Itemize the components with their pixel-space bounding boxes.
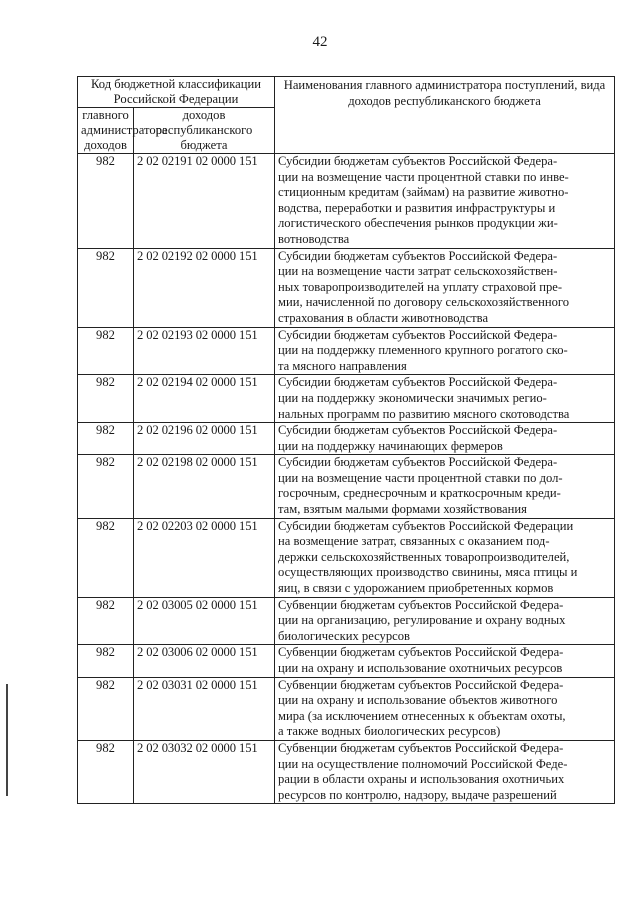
revenue-code-cell: 2 02 02196 02 0000 151 xyxy=(134,423,275,455)
revenue-name-line: стиционным кредитам (займам) на развитие животно- xyxy=(278,185,569,200)
revenue-name-line: госрочным, среднесрочным и краткосрочным креди- xyxy=(278,486,561,501)
table-row xyxy=(78,423,615,455)
revenue-name-line: Субсидии бюджетам субъектов Российской Федера- xyxy=(278,327,558,342)
admin-code-cell: 982 xyxy=(78,154,134,249)
revenue-name-cell xyxy=(275,248,615,327)
revenue-code-cell: 2 02 03005 02 0000 151 xyxy=(134,597,275,645)
revenue-name-line: там, взятым малыми формами хозяйствования xyxy=(278,502,527,517)
revenue-name-line: ции на возмещение части процентной ставки по инве- xyxy=(278,169,569,184)
admin-code-cell: 982 xyxy=(78,423,134,455)
page-number: 42 xyxy=(312,34,328,50)
revenue-name-line: ции на поддержку начинающих фермеров xyxy=(278,438,503,453)
revenue-name-line: Субвенции бюджетам субъектов Российской Федера- xyxy=(278,645,564,660)
revenue-name-line: страхования в области животноводства xyxy=(278,310,489,325)
revenue-code-cell: 2 02 02192 02 0000 151 xyxy=(134,248,275,327)
revenue-name-line: на возмещение затрат, связанных с оказанием под- xyxy=(278,534,550,549)
revenue-name-line: ции на поддержку племенного крупного рогатого ско- xyxy=(278,343,568,358)
budget-classification-table xyxy=(77,76,615,804)
revenue-name-cell xyxy=(275,455,615,518)
scan-edge-mark xyxy=(6,684,8,796)
revenue-column-header: доходов республиканского бюджета xyxy=(134,108,275,154)
revenue-name-line: ции на возмещение части процентной ставки по дол- xyxy=(278,470,563,485)
revenue-name-line: мира (за исключением отнесенных к объектам охоты, xyxy=(278,708,566,723)
revenue-name-line: Субвенции бюджетам субъектов Российской Федера- xyxy=(278,597,564,612)
admin-code-cell: 982 xyxy=(78,597,134,645)
revenue-name-cell xyxy=(275,154,615,249)
revenue-code-cell: 2 02 03006 02 0000 151 xyxy=(134,645,275,677)
revenue-name-line: Субсидии бюджетам субъектов Российской Федерации xyxy=(278,518,574,533)
revenue-name-line: ции на охрану и использование объектов животного xyxy=(278,693,558,708)
revenue-name-line: Субсидии бюджетам субъектов Российской Федера- xyxy=(278,423,558,438)
table-row xyxy=(78,327,615,375)
table-row xyxy=(78,248,615,327)
revenue-name-cell xyxy=(275,677,615,740)
revenue-name-cell xyxy=(275,423,615,455)
admin-code-cell: 982 xyxy=(78,740,134,803)
revenue-name-line: мии, начисленной по договору сельскохозяйственного xyxy=(278,295,570,310)
revenue-name-line: ных товаропроизводителей на уплату страховой пре- xyxy=(278,279,563,294)
revenue-name-line: та мясного направления xyxy=(278,358,407,373)
admin-code-cell: 982 xyxy=(78,645,134,677)
revenue-name-line: нальных программ по развитию мясного скотоводства xyxy=(278,406,570,421)
table-body xyxy=(78,154,615,804)
revenue-name-line: осуществляющих производство свинины, мяса птицы и xyxy=(278,565,578,580)
revenue-name-cell xyxy=(275,740,615,803)
revenue-name-line: Субвенции бюджетам субъектов Российской Федера- xyxy=(278,740,564,755)
revenue-code-cell: 2 02 02203 02 0000 151 xyxy=(134,518,275,597)
revenue-name-cell xyxy=(275,645,615,677)
table-row xyxy=(78,518,615,597)
revenue-name-line: Субсидии бюджетам субъектов Российской Федера- xyxy=(278,375,558,390)
revenue-name-cell xyxy=(275,518,615,597)
revenue-code-cell: 2 02 02198 02 0000 151 xyxy=(134,455,275,518)
revenue-name-line: рации в области охраны и использования охотничьих xyxy=(278,772,565,787)
admin-code-cell: 982 xyxy=(78,518,134,597)
admin-code-cell: 982 xyxy=(78,375,134,423)
revenue-code-cell: 2 02 03032 02 0000 151 xyxy=(134,740,275,803)
revenue-name-line: Субвенции бюджетам субъектов Российской Федера- xyxy=(278,677,564,692)
revenue-name-line: ции на охрану и использование охотничьих ресурсов xyxy=(278,661,563,675)
revenue-name-line: биологических ресурсов xyxy=(278,628,410,643)
revenue-code-cell: 2 02 02194 02 0000 151 xyxy=(134,375,275,423)
revenue-name-line: держки сельскохозяйственных товаропроизводителей, xyxy=(278,549,570,564)
admin-code-cell: 982 xyxy=(78,677,134,740)
revenue-name-line: вотноводства xyxy=(278,231,350,246)
table-row xyxy=(78,645,615,677)
admin-code-cell: 982 xyxy=(78,455,134,518)
revenue-code-cell: 2 02 02193 02 0000 151 xyxy=(134,327,275,375)
table-row xyxy=(78,740,615,803)
table-row xyxy=(78,375,615,423)
table-row xyxy=(78,154,615,249)
table-row xyxy=(78,597,615,645)
revenue-name-cell xyxy=(275,375,615,423)
revenue-name-line: логистического обеспечения рынков продукции жи- xyxy=(278,216,558,231)
revenue-name-line: ресурсов по контролю, надзору, выдаче разрешений xyxy=(278,787,557,802)
revenue-name-line: ции на поддержку экономически значимых регио- xyxy=(278,390,547,405)
revenue-name-line: ции на осуществление полномочий Российской Феде- xyxy=(278,756,568,771)
revenue-name-line: а также водных биологических ресурсов) xyxy=(278,724,501,739)
revenue-name-cell xyxy=(275,597,615,645)
revenue-name-line: Субсидии бюджетам субъектов Российской Федера- xyxy=(278,154,558,168)
revenue-name-line: водства, переработки и развития инфраструктуры и xyxy=(278,200,556,215)
revenue-name-line: Субсидии бюджетам субъектов Российской Федера- xyxy=(278,248,558,263)
code-group-header: Код бюджетной классификации Российской Федерации xyxy=(78,77,275,108)
table-row xyxy=(78,677,615,740)
table-row xyxy=(78,455,615,518)
revenue-code-cell: 2 02 03031 02 0000 151 xyxy=(134,677,275,740)
admin-code-cell: 982 xyxy=(78,327,134,375)
revenue-name-cell xyxy=(275,327,615,375)
admin-code-cell: 982 xyxy=(78,248,134,327)
name-column-header: Наименования главного администратора поступлений, вида доходов республиканского бюджета xyxy=(275,77,615,154)
revenue-name-line: Субсидии бюджетам субъектов Российской Федера- xyxy=(278,455,558,470)
revenue-name-line: яиц, в связи с удорожанием приобретенных кормов xyxy=(278,581,554,596)
table-header xyxy=(78,77,615,154)
revenue-name-line: ции на возмещение части затрат сельскохозяйствен- xyxy=(278,264,558,279)
admin-column-header: главного администратора доходов xyxy=(78,108,134,154)
revenue-name-line: ции на организацию, регулирование и охрану водных xyxy=(278,613,566,628)
revenue-code-cell: 2 02 02191 02 0000 151 xyxy=(134,154,275,249)
